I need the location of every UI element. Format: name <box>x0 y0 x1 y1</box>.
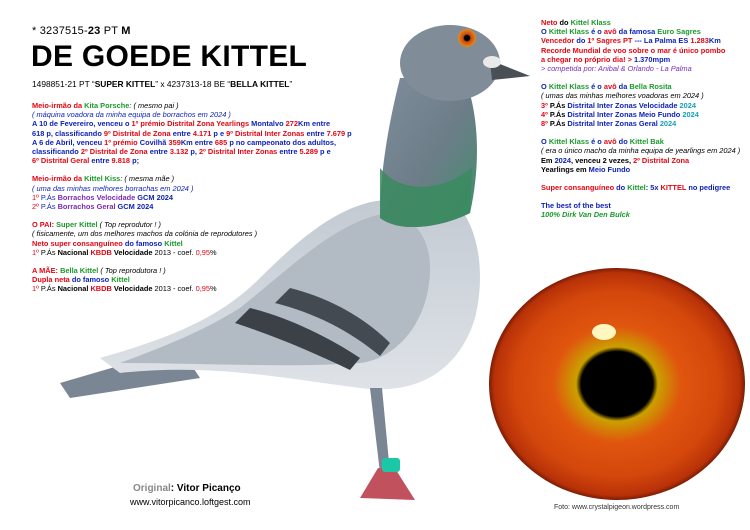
photo-credit: Foto: www.crystalpigeon.wordpress.com <box>554 504 680 511</box>
right-info-column <box>541 18 746 229</box>
half-brother-kita-porsche: Meio-irmão da Kita Porsche: ( mesmo pai ) ( máquina voadora da minha equipa de borrachos em 2024 ) A 10 de Fevereiro, venceu o 1º prémio Distrital Zona Yearlings Montalvo 272Km entre 618 p, classificando 9º Distrital de Zona entre 4.171 p e 9º Distrital Inter Zonas entre 7.679 p A 6 de Abril, venceu 1º prémio Covilhã 359Km entre 685 p no campeonato dos adultos, classificando 2º Distrital de Zona entre 3.132 p, 2º Distrital Inter Zonas entre 5.289 p e 6º Distrital Geral entre 9.818 p; <box>32 101 352 166</box>
consanguinity-info: Super consanguíneo do Kittel: 5x KITTEL no pedigree <box>541 183 731 193</box>
left-info-column <box>32 101 392 303</box>
website-link[interactable]: www.vitorpicanco.loftgest.com <box>130 497 251 507</box>
sire-info: O PAI: Super Kittel ( Top reprodutor ! ) ( fisicamente, um dos melhores machos da colónia de reprodutores ) Neto super consanguíneo do famoso Kittel 1º P.Ás Nacional KBDB Velocidade 2013 - coef. 0,95% <box>32 220 258 257</box>
best-of-best: The best of the best 100% Dirk Van Den Bulck <box>541 201 630 220</box>
original-credit: Original: Vitor Picanço <box>133 483 241 494</box>
dam-info: A MÃE: Bella Kittel ( Top reprodutora ! ) Dupla neta do famoso Kittel 1º P.Ás Nacional KBDB Velocidade 2013 - coef. 0,95% <box>32 266 217 294</box>
page-title: DE GOEDE KITTEL <box>31 40 308 73</box>
parents-line: 1498851-21 PT “SUPER KITTEL” x 4237313-18 BE “BELLA KITTEL” <box>32 79 293 89</box>
half-brother-kittel-kiss: Meio-irmão da Kittel Kiss: ( mesma mãe ) ( uma das minhas melhores borrachas em 2024 ) 1º P.Ás Borrachos Velocidade GCM 2024 2º P.Ás Borrachos Geral GCM 2024 <box>32 174 194 212</box>
ring-number: * 3237515-23 PT M <box>32 25 131 37</box>
grandson-kittel-klass: Neto do Kittel Klass O Kittel Klass é o avô da famosa Euro Sagres Vencedor do 1º Sagres PT --- La Palma ES 1.283Km Recorde Mundial de voo sobre o mar é único pombo a chegar no próprio dia! > 1.370mpm > competida por: Anibal & Orlando - La Palma <box>541 18 726 74</box>
bella-rosita-info: O Kittel Klass é o avô da Bella Rosita ( umas das minhas melhores voadoras em 2024 ) 3º P.Ás Distrital Inter Zonas Velocidade 2024 4º P.Ás Distrital Inter Zonas Meio Fundo 2024 8º P.Ás Distrital Inter Zonas Geral 2024 <box>541 82 704 129</box>
pigeon-eye-closeup <box>486 266 748 502</box>
kittel-bak-info: O Kittel Klass é o avô do Kittel Bak ( era o único macho da minha equipa de yearlings em 2024 ) Em 2024, venceu 2 vezes, 2º Distrital Zona Yearlings em Meio Fundo <box>541 137 741 174</box>
